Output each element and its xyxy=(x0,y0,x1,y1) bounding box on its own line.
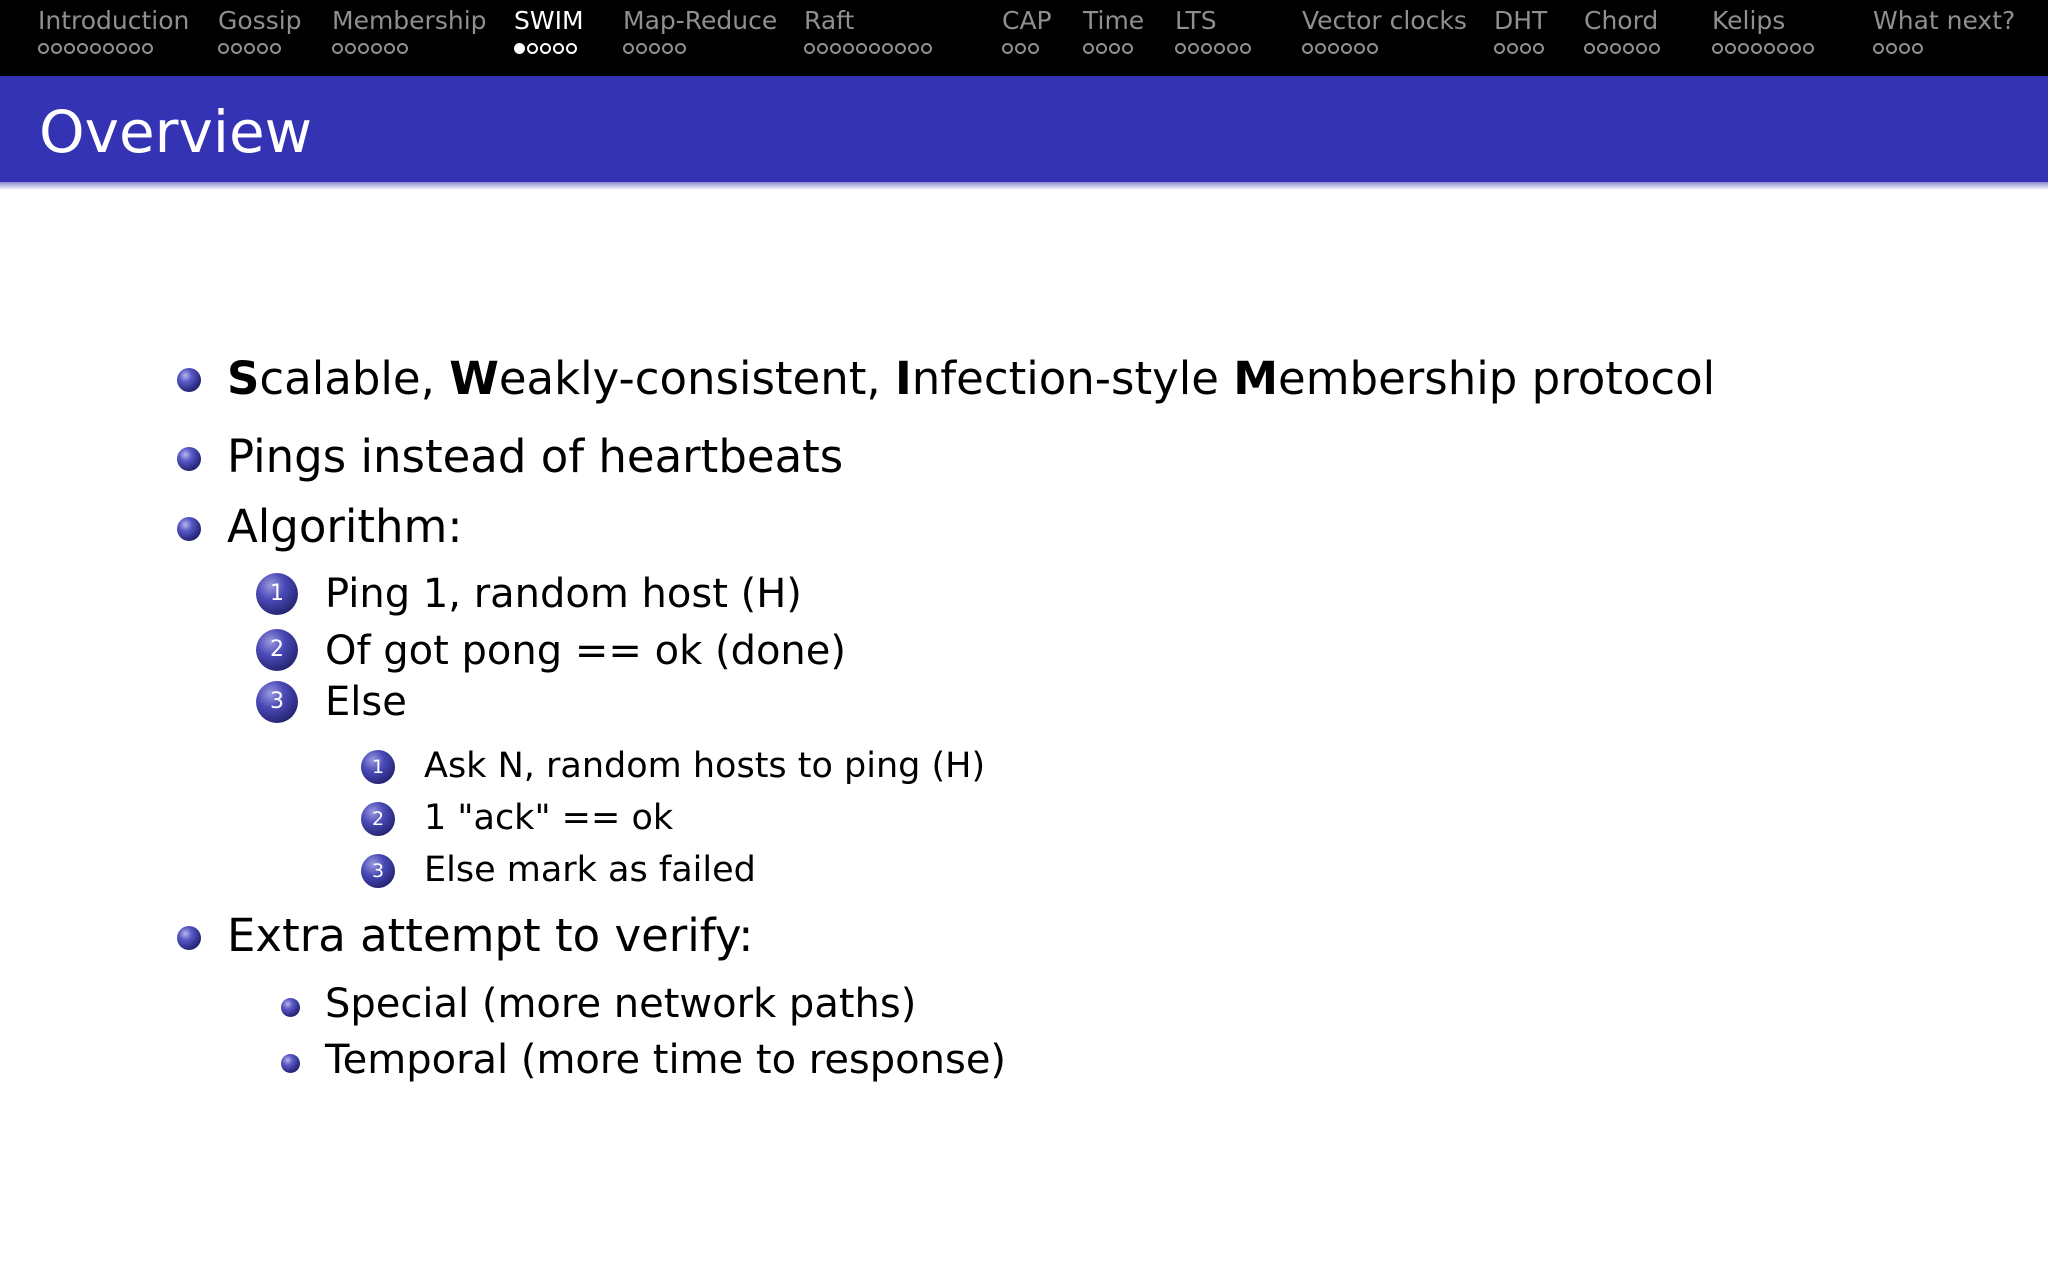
nav-section-title: CAP xyxy=(1002,6,1052,35)
slide-dot-icon[interactable] xyxy=(1328,43,1339,54)
slide-dot-icon[interactable] xyxy=(1494,43,1505,54)
slide-dot-icon[interactable] xyxy=(1712,43,1723,54)
algorithm-step: Of got pong == ok (done) xyxy=(325,628,846,674)
slide-dot-icon[interactable] xyxy=(804,43,815,54)
bullet-extra-attempt: Extra attempt to verify: xyxy=(227,909,754,962)
slide-dot-icon[interactable] xyxy=(869,43,880,54)
nav-section-kelips[interactable] xyxy=(1712,6,1814,59)
slide-dot-icon[interactable] xyxy=(540,43,551,54)
nav-section-membership[interactable] xyxy=(332,6,487,59)
slide-dot-icon[interactable] xyxy=(1790,43,1801,54)
nav-slide-dots[interactable] xyxy=(514,43,584,59)
slide-dot-icon[interactable] xyxy=(51,43,62,54)
slide-dot-icon[interactable] xyxy=(1912,43,1923,54)
nav-slide-dots[interactable] xyxy=(1712,43,1814,59)
slide-dot-icon[interactable] xyxy=(345,43,356,54)
nav-section-vector-clocks[interactable] xyxy=(1302,6,1467,59)
section-navigation-bar xyxy=(0,0,2048,76)
acronym-letter: I xyxy=(895,352,912,405)
slide-dot-icon[interactable] xyxy=(1175,43,1186,54)
slide-dot-icon[interactable] xyxy=(1302,43,1313,54)
nav-section-title: Time xyxy=(1083,6,1145,35)
slide-dot-icon[interactable] xyxy=(1109,43,1120,54)
slide-dot-icon[interactable] xyxy=(270,43,281,54)
enum-number-icon: 3 xyxy=(361,854,395,888)
title-bar-shadow xyxy=(0,182,2048,190)
nav-section-time[interactable] xyxy=(1083,6,1144,59)
slide-dot-icon[interactable] xyxy=(1201,43,1212,54)
slide-dot-icon[interactable] xyxy=(527,43,538,54)
slide-dot-icon[interactable] xyxy=(636,43,647,54)
slide-dot-icon[interactable] xyxy=(1899,43,1910,54)
slide-dot-icon[interactable] xyxy=(1341,43,1352,54)
acronym-word-rest: nfection-style xyxy=(911,352,1234,405)
enum-number-icon: 2 xyxy=(256,629,298,671)
slide-dot-icon[interactable] xyxy=(244,43,255,54)
slide-dot-icon[interactable] xyxy=(1214,43,1225,54)
slide-dot-icon[interactable] xyxy=(553,43,564,54)
slide-dot-icon[interactable] xyxy=(662,43,673,54)
enum-number-icon: 2 xyxy=(361,802,395,836)
slide-dot-icon[interactable] xyxy=(397,43,408,54)
bullet-ball-icon xyxy=(177,447,201,471)
nav-section-title: Gossip xyxy=(218,6,302,35)
slide-dot-icon[interactable] xyxy=(921,43,932,54)
slide-dot-icon[interactable] xyxy=(895,43,906,54)
slide-dot-icon[interactable] xyxy=(1315,43,1326,54)
slide-dot-icon[interactable] xyxy=(1096,43,1107,54)
enum-number-icon: 1 xyxy=(361,750,395,784)
nav-section-dht[interactable] xyxy=(1494,6,1547,59)
slide-dot-icon[interactable] xyxy=(623,43,634,54)
slide-dot-icon[interactable] xyxy=(843,43,854,54)
slide-dot-icon[interactable] xyxy=(103,43,114,54)
slide-dot-icon[interactable] xyxy=(908,43,919,54)
nav-section-title: SWIM xyxy=(514,6,584,35)
slide-dot-icon[interactable] xyxy=(1886,43,1897,54)
nav-section-title: Map-Reduce xyxy=(623,6,778,35)
algorithm-step: Ping 1, random host (H) xyxy=(325,571,802,617)
slide-dot-icon[interactable] xyxy=(1533,43,1544,54)
acronym-word-rest: eakly-consistent, xyxy=(498,352,896,405)
slide-dot-icon[interactable] xyxy=(1803,43,1814,54)
slide-dot-icon[interactable] xyxy=(675,43,686,54)
slide-dot-icon[interactable] xyxy=(358,43,369,54)
acronym-word-rest: calable, xyxy=(259,352,450,405)
slide-dot-icon[interactable] xyxy=(1584,43,1595,54)
slide-dot-icon[interactable] xyxy=(1764,43,1775,54)
slide-dot-icon[interactable] xyxy=(1738,43,1749,54)
slide-dot-icon[interactable] xyxy=(90,43,101,54)
nav-section-title: Membership xyxy=(332,6,487,35)
nav-slide-dots[interactable] xyxy=(1584,43,1660,59)
nav-section-what-next[interactable] xyxy=(1873,6,2015,59)
nav-section-introduction[interactable] xyxy=(38,6,189,59)
slide-dot-icon[interactable] xyxy=(1122,43,1133,54)
nav-slide-dots[interactable] xyxy=(332,43,487,59)
slide-dot-icon[interactable] xyxy=(1751,43,1762,54)
slide-dot-icon[interactable] xyxy=(856,43,867,54)
slide-dot-icon[interactable] xyxy=(566,43,577,54)
slide-dot-icon[interactable] xyxy=(1597,43,1608,54)
nav-slide-dots[interactable] xyxy=(1083,43,1144,59)
bullet-ball-icon xyxy=(177,517,201,541)
slide-dot-icon[interactable] xyxy=(1227,43,1238,54)
slide-dot-icon[interactable] xyxy=(142,43,153,54)
acronym-letter: S xyxy=(227,352,260,405)
slide-dot-icon[interactable] xyxy=(1083,43,1094,54)
sub-bullet-ball-icon xyxy=(281,998,300,1017)
slide-dot-icon[interactable] xyxy=(384,43,395,54)
acronym-letter: M xyxy=(1233,352,1279,405)
nav-slide-dots[interactable] xyxy=(623,43,777,59)
slide-dot-icon[interactable] xyxy=(371,43,382,54)
enum-number-icon: 1 xyxy=(256,573,298,615)
slide-dot-icon[interactable] xyxy=(882,43,893,54)
nav-section-title: Raft xyxy=(804,6,855,35)
acronym-letter: W xyxy=(449,352,499,405)
nav-section-raft[interactable] xyxy=(804,6,932,59)
slide-dot-icon[interactable] xyxy=(1015,43,1026,54)
enum-number-icon: 3 xyxy=(256,681,298,723)
nav-section-title: DHT xyxy=(1494,6,1548,35)
bullet-pings: Pings instead of heartbeats xyxy=(227,430,844,483)
slide-dot-icon[interactable] xyxy=(1520,43,1531,54)
nav-section-title: What next? xyxy=(1873,6,2016,35)
nav-slide-dots[interactable] xyxy=(218,43,302,59)
nav-slide-dots[interactable] xyxy=(1175,43,1251,59)
nav-section-title: Introduction xyxy=(38,6,190,35)
slide-dot-icon[interactable] xyxy=(514,43,525,54)
slide-dot-icon[interactable] xyxy=(1188,43,1199,54)
sub-step: Else mark as failed xyxy=(424,850,756,890)
slide-dot-icon[interactable] xyxy=(830,43,841,54)
nav-section-swim[interactable] xyxy=(514,6,584,59)
slide-dot-icon[interactable] xyxy=(1610,43,1621,54)
algorithm-step: Else xyxy=(325,679,407,725)
sub-step: 1 "ack" == ok xyxy=(424,798,674,838)
slide-dot-icon[interactable] xyxy=(1777,43,1788,54)
nav-section-gossip[interactable] xyxy=(218,6,302,59)
slide-dot-icon[interactable] xyxy=(1028,43,1039,54)
nav-section-map-reduce[interactable] xyxy=(623,6,777,59)
nav-section-chord[interactable] xyxy=(1584,6,1660,59)
frame-title: Overview xyxy=(39,98,313,166)
nav-section-lts[interactable] xyxy=(1175,6,1251,59)
slide-dot-icon[interactable] xyxy=(1725,43,1736,54)
acronym-word-rest: embership protocol xyxy=(1278,352,1716,405)
sub-bullet-ball-icon xyxy=(281,1054,300,1073)
sub-step: Ask N, random hosts to ping (H) xyxy=(424,746,986,786)
slide-dot-icon[interactable] xyxy=(38,43,49,54)
verify-item: Temporal (more time to response) xyxy=(325,1037,1007,1083)
slide-dot-icon[interactable] xyxy=(129,43,140,54)
slide-dot-icon[interactable] xyxy=(231,43,242,54)
slide-dot-icon[interactable] xyxy=(1649,43,1660,54)
slide-dot-icon[interactable] xyxy=(1240,43,1251,54)
nav-section-cap[interactable] xyxy=(1002,6,1052,59)
bullet-ball-icon xyxy=(177,926,201,950)
slide-dot-icon[interactable] xyxy=(1507,43,1518,54)
nav-section-title: LTS xyxy=(1175,6,1217,35)
slide-dot-icon[interactable] xyxy=(1367,43,1378,54)
frame-title-bar xyxy=(0,76,2048,182)
slide-dot-icon[interactable] xyxy=(1873,43,1884,54)
slide-dot-icon[interactable] xyxy=(1623,43,1634,54)
slide-dot-icon[interactable] xyxy=(1636,43,1647,54)
slide-dot-icon[interactable] xyxy=(116,43,127,54)
bullet-swim-acronym xyxy=(227,353,1715,405)
nav-slide-dots[interactable] xyxy=(1002,43,1052,59)
nav-slide-dots[interactable] xyxy=(804,43,932,59)
slide-dot-icon[interactable] xyxy=(1354,43,1365,54)
slide-dot-icon[interactable] xyxy=(64,43,75,54)
nav-slide-dots[interactable] xyxy=(1873,43,2015,59)
nav-slide-dots[interactable] xyxy=(38,43,189,59)
nav-section-title: Kelips xyxy=(1712,6,1786,35)
slide-dot-icon[interactable] xyxy=(1002,43,1013,54)
nav-slide-dots[interactable] xyxy=(1302,43,1467,59)
slide-dot-icon[interactable] xyxy=(77,43,88,54)
bullet-algorithm: Algorithm: xyxy=(227,500,463,553)
slide-dot-icon[interactable] xyxy=(218,43,229,54)
bullet-ball-icon xyxy=(177,368,201,392)
nav-slide-dots[interactable] xyxy=(1494,43,1547,59)
nav-section-title: Vector clocks xyxy=(1302,6,1467,35)
slide-dot-icon[interactable] xyxy=(332,43,343,54)
nav-section-title: Chord xyxy=(1584,6,1659,35)
slide-dot-icon[interactable] xyxy=(257,43,268,54)
slide-dot-icon[interactable] xyxy=(649,43,660,54)
slide-dot-icon[interactable] xyxy=(817,43,828,54)
verify-item: Special (more network paths) xyxy=(325,981,917,1027)
